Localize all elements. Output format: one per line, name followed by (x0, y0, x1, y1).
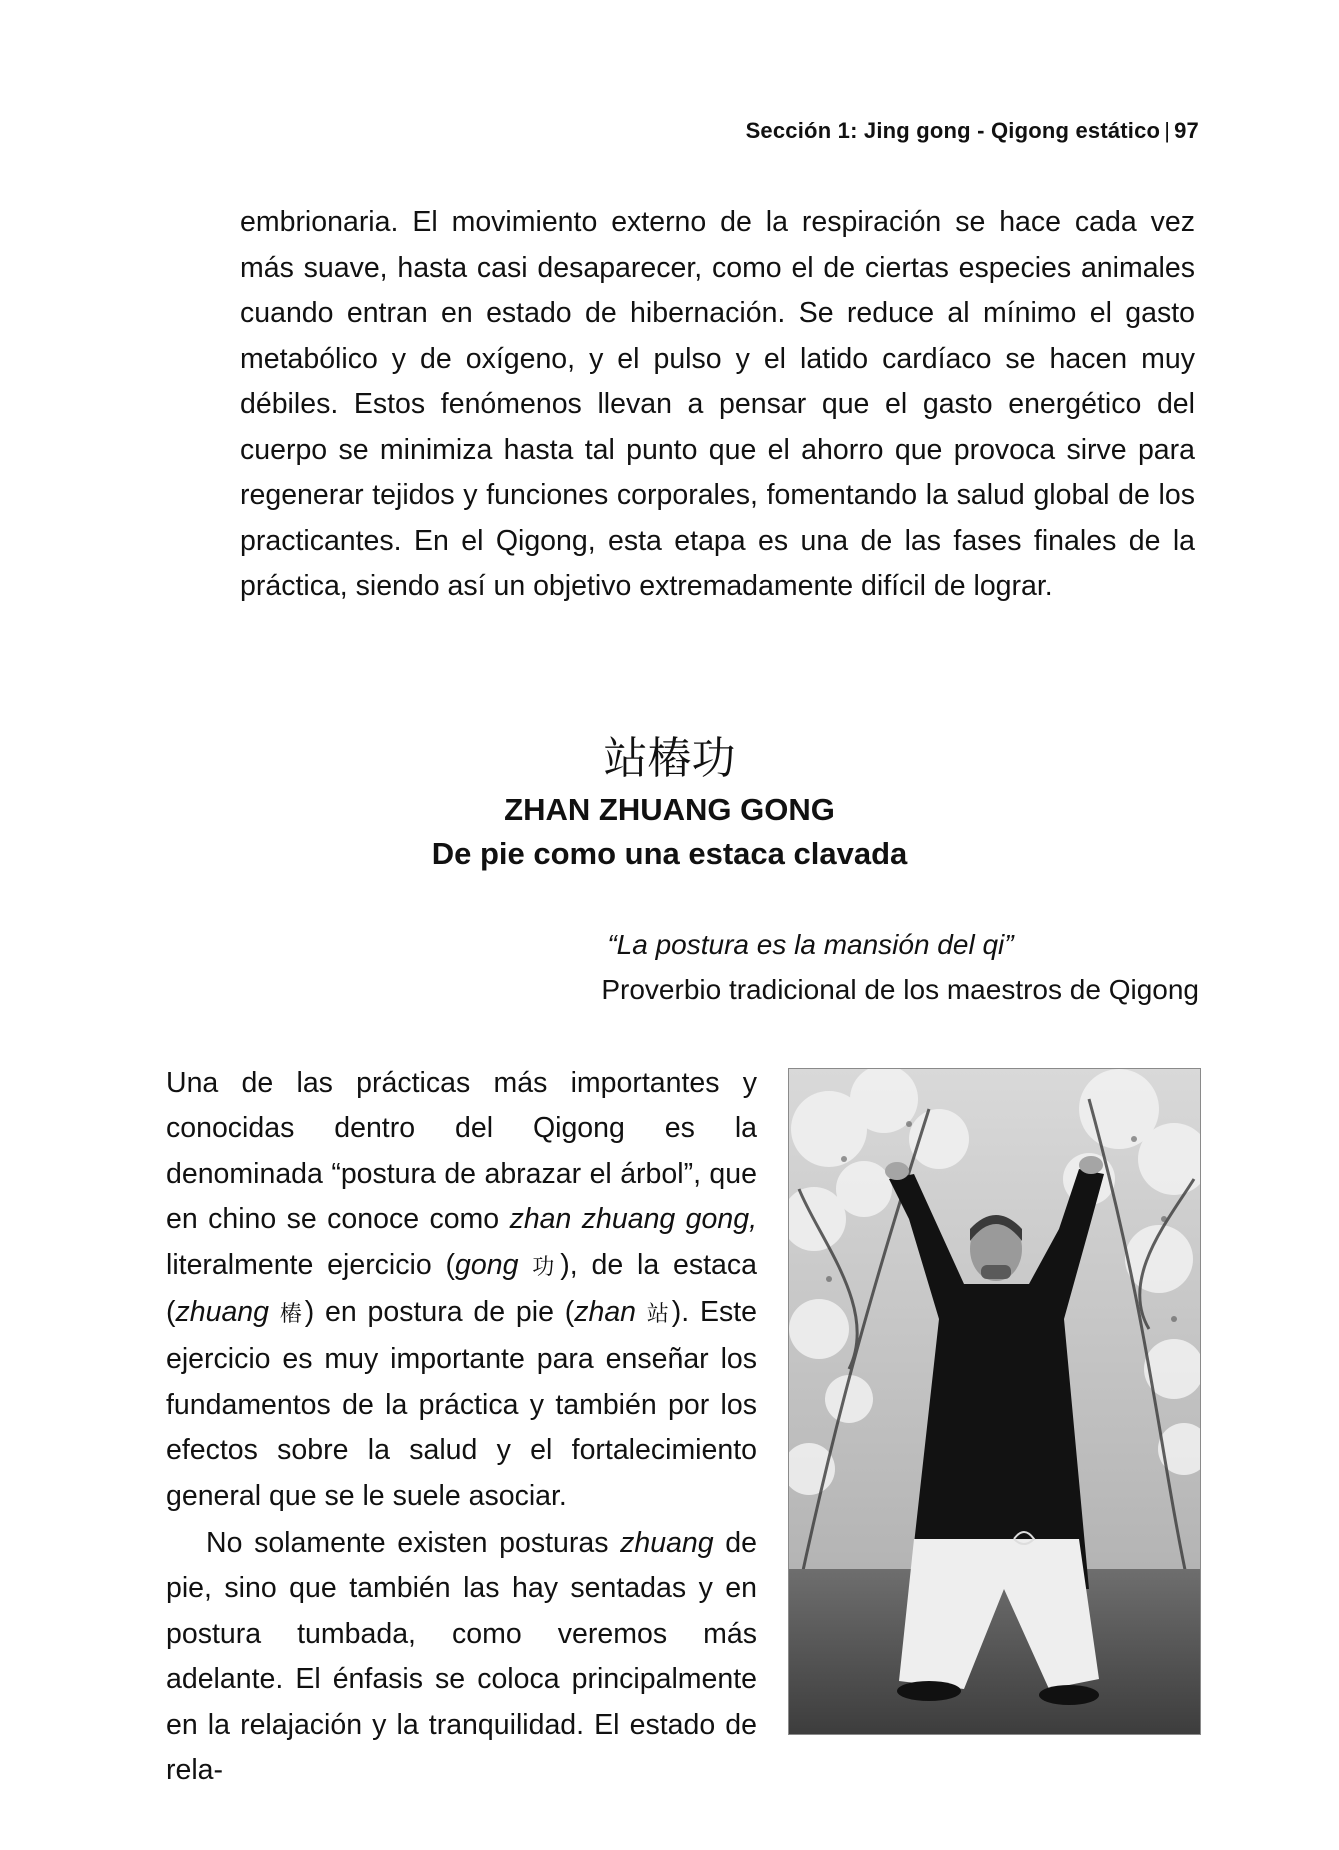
body-text-column (166, 1061, 757, 1794)
body-text-run: Una de las prácticas más importantes y conocidas dentro del Qigong es la denominada “postura de abrazar el árbol”, que en chino se conoce como (166, 1067, 757, 1236)
practitioner-photo (788, 1068, 1201, 1735)
intro-paragraph-block (240, 200, 1195, 610)
running-header (746, 118, 1199, 144)
intro-paragraph: embrionaria. El movimiento externo de la respiración se hace cada vez más suave, hasta casi desaparecer, como el de ciertas especies animales cuando entran en estado de hibernación. Se reduce al mínimo el gasto metabólico y de oxígeno, y el pulso y el latido cardíaco se hacen muy débiles. Estos fenómenos llevan a pensar que el gasto energético del cuerpo se minimiza hasta tal punto que el ahorro que provoca sirve para regenerar tejidos y funciones corporales, fomentando la salud global de los practicantes. En el Qigong, esta etapa es una de las fases finales de la práctica, siendo así un objetivo extremadamente difícil de lograr. (240, 206, 1195, 602)
body-emphasis: zhan zhuang gong, (509, 1203, 757, 1236)
page-number: 97 (1174, 118, 1199, 143)
body-emphasis: zhuang (620, 1527, 714, 1560)
epigraph (601, 922, 1199, 1012)
header-separator: | (1164, 118, 1171, 143)
body-emphasis: zhuang (175, 1296, 270, 1329)
practitioner-photo-image (789, 1069, 1200, 1734)
section-title: ZHAN ZHUANG GONG (504, 792, 835, 827)
section-subtitle: De pie como una estaca clavada (431, 836, 908, 871)
section-chinese-title: 站樁功 (603, 733, 736, 784)
section-heading (0, 730, 1339, 876)
body-text-run: No solamente existen posturas (206, 1527, 621, 1560)
body-chinese-char: 功 (532, 1254, 561, 1280)
body-emphasis: gong (455, 1248, 519, 1281)
body-text-run: literalmente ejercicio ( (166, 1248, 456, 1281)
body-text-run: ). Este ejercicio es muy importante para enseñar los fundamentos de la práctica y también por los efectos sobre la salud y el fortalecimiento general que se le suele asociar. (166, 1296, 757, 1512)
body-paragraph-2 (166, 1521, 757, 1793)
body-chinese-char: 樁 (279, 1302, 305, 1328)
body-emphasis: zhan (574, 1296, 637, 1329)
epigraph-quote: “La postura es la mansión del qi” (607, 929, 1014, 960)
body-chinese-char: 站 (646, 1302, 672, 1328)
body-text-run: ), de la estaca ( (166, 1248, 757, 1329)
header-section-title: Sección 1: Jing gong - Qigong estático (745, 118, 1161, 143)
body-paragraph-1 (166, 1061, 757, 1519)
body-text-run: ) en postura de pie ( (304, 1296, 575, 1329)
body-text-run: de pie, sino que también las hay sentadas y en postura tumbada, como veremos más adelante. El énfasis se coloca principalmente en la relajación y la tranquilidad. El estado de rela- (166, 1527, 757, 1787)
epigraph-attribution: Proverbio tradicional de los maestros de Qigong (601, 974, 1199, 1005)
